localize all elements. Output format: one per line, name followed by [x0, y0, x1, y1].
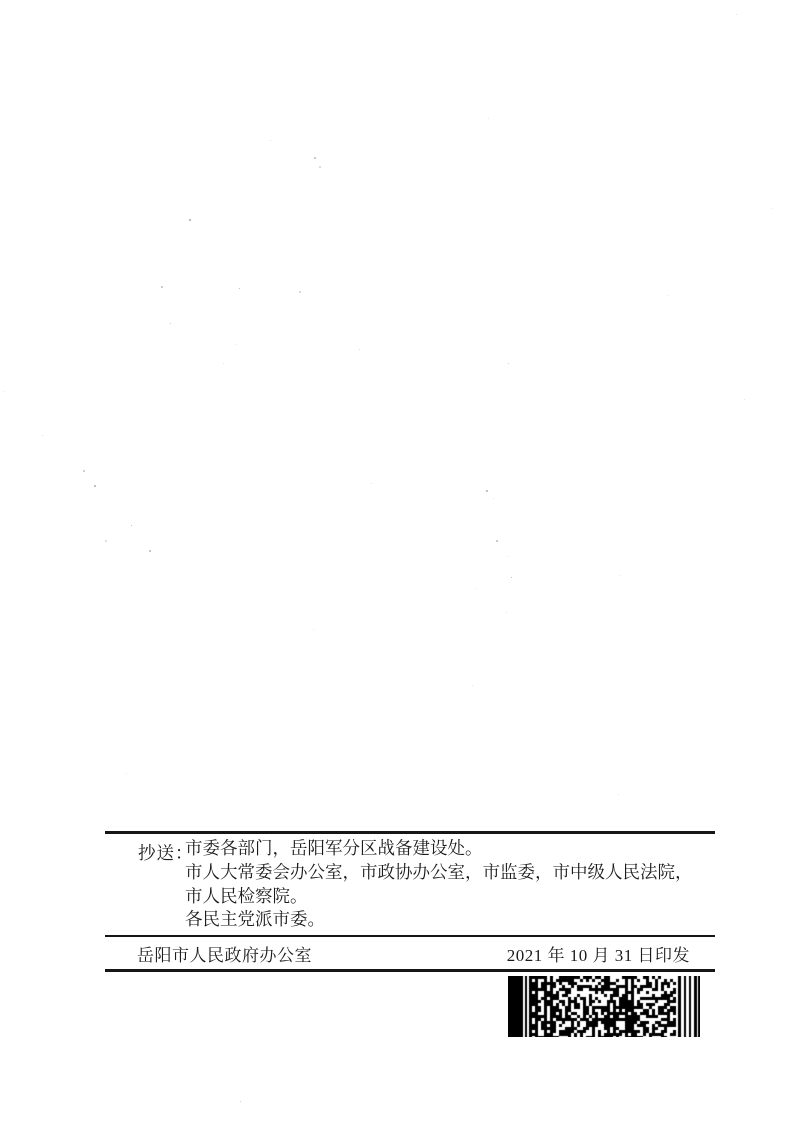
barcode-2d-icon	[508, 976, 700, 1037]
print-date: 2021 年 10 月 31 日印发	[506, 945, 690, 965]
cc-line-2: 市人大常委会办公室，市政协办公室，市监委，市中级人民法院，	[185, 861, 693, 882]
cc-line-1: 市委各部门，岳阳军分区战备建设处。	[185, 838, 483, 858]
cc-label: 抄送：	[138, 843, 194, 863]
cc-line-3: 市人民检察院。	[185, 885, 308, 906]
cc-lines	[185, 837, 715, 932]
issuer-row	[105, 937, 715, 969]
document-footer	[105, 831, 715, 972]
cc-block	[105, 834, 715, 935]
issuing-office: 岳阳市人民政府办公室	[137, 945, 312, 965]
cc-line-4: 各民主党派市委。	[185, 909, 325, 930]
divider-bottom	[105, 969, 715, 972]
